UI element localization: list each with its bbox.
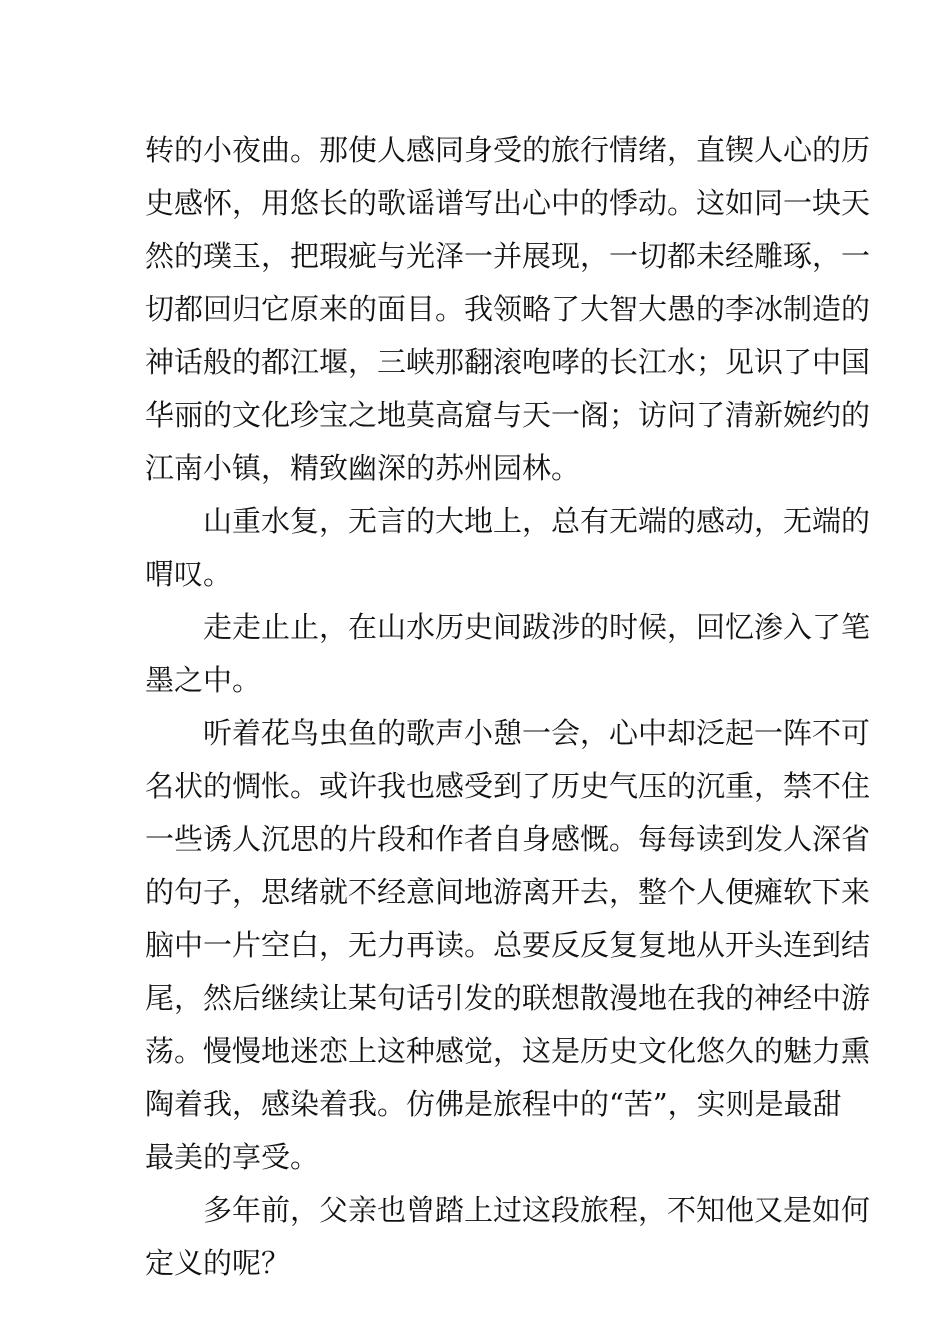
body-text (145, 124, 871, 1290)
paragraph (145, 1184, 871, 1290)
paragraph (145, 124, 871, 495)
text-line: 走走止止，在山水历史间跋涉的时候，回忆渗入了笔 (203, 610, 871, 644)
text-line: 喟叹。 (145, 557, 233, 591)
text-line: 多年前，父亲也曾踏上过这段旅程，不知他又是如何 (203, 1193, 871, 1227)
text-line: 最美的享受。 (145, 1140, 320, 1174)
paragraph (145, 495, 871, 601)
text-line: 墨之中。 (145, 663, 262, 697)
text-line: 陶着我，感染着我。仿佛是旅程中的“苦”，实则是最甜 (145, 1087, 842, 1121)
text-line: 一些诱人沉思的片段和作者自身感慨。每每读到发人深省 (145, 822, 871, 856)
text-line: 江南小镇，精致幽深的苏州园林。 (145, 451, 581, 485)
text-line: 定义的呢？ (145, 1246, 291, 1280)
text-line: 的句子，思绪就不经意间地游离开去，整个人便瘫软下来 (145, 875, 871, 909)
text-line: 神话般的都江堰，三峡那翻滚咆哮的长江水；见识了中国 (145, 345, 871, 379)
text-line: 转的小夜曲。那使人感同身受的旅行情绪，直锲人心的历 (145, 133, 871, 167)
text-line: 听着花鸟虫鱼的歌声小憩一会，心中却泛起一阵不可 (203, 716, 871, 750)
text-line: 史感怀，用悠长的歌谣谱写出心中的悸动。这如同一块天 (145, 186, 871, 220)
text-line: 荡。慢慢地迷恋上这种感觉，这是历史文化悠久的魅力熏 (145, 1034, 871, 1068)
text-line: 山重水复，无言的大地上，总有无端的感动，无端的 (203, 504, 871, 538)
text-line: 然的璞玉，把瑕疵与光泽一并展现，一切都未经雕琢，一 (145, 239, 871, 273)
text-line: 名状的惆怅。或许我也感受到了历史气压的沉重，禁不住 (145, 769, 871, 803)
paragraph (145, 707, 871, 1184)
paragraph (145, 601, 871, 707)
text-line: 切都回归它原来的面目。我领略了大智大愚的李冰制造的 (145, 292, 871, 326)
text-line: 脑中一片空白，无力再读。总要反反复复地从开头连到结 (145, 928, 871, 962)
text-line: 华丽的文化珍宝之地莫高窟与天一阁；访问了清新婉约的 (145, 398, 871, 432)
text-line: 尾，然后继续让某句话引发的联想散漫地在我的神经中游 (145, 981, 871, 1015)
